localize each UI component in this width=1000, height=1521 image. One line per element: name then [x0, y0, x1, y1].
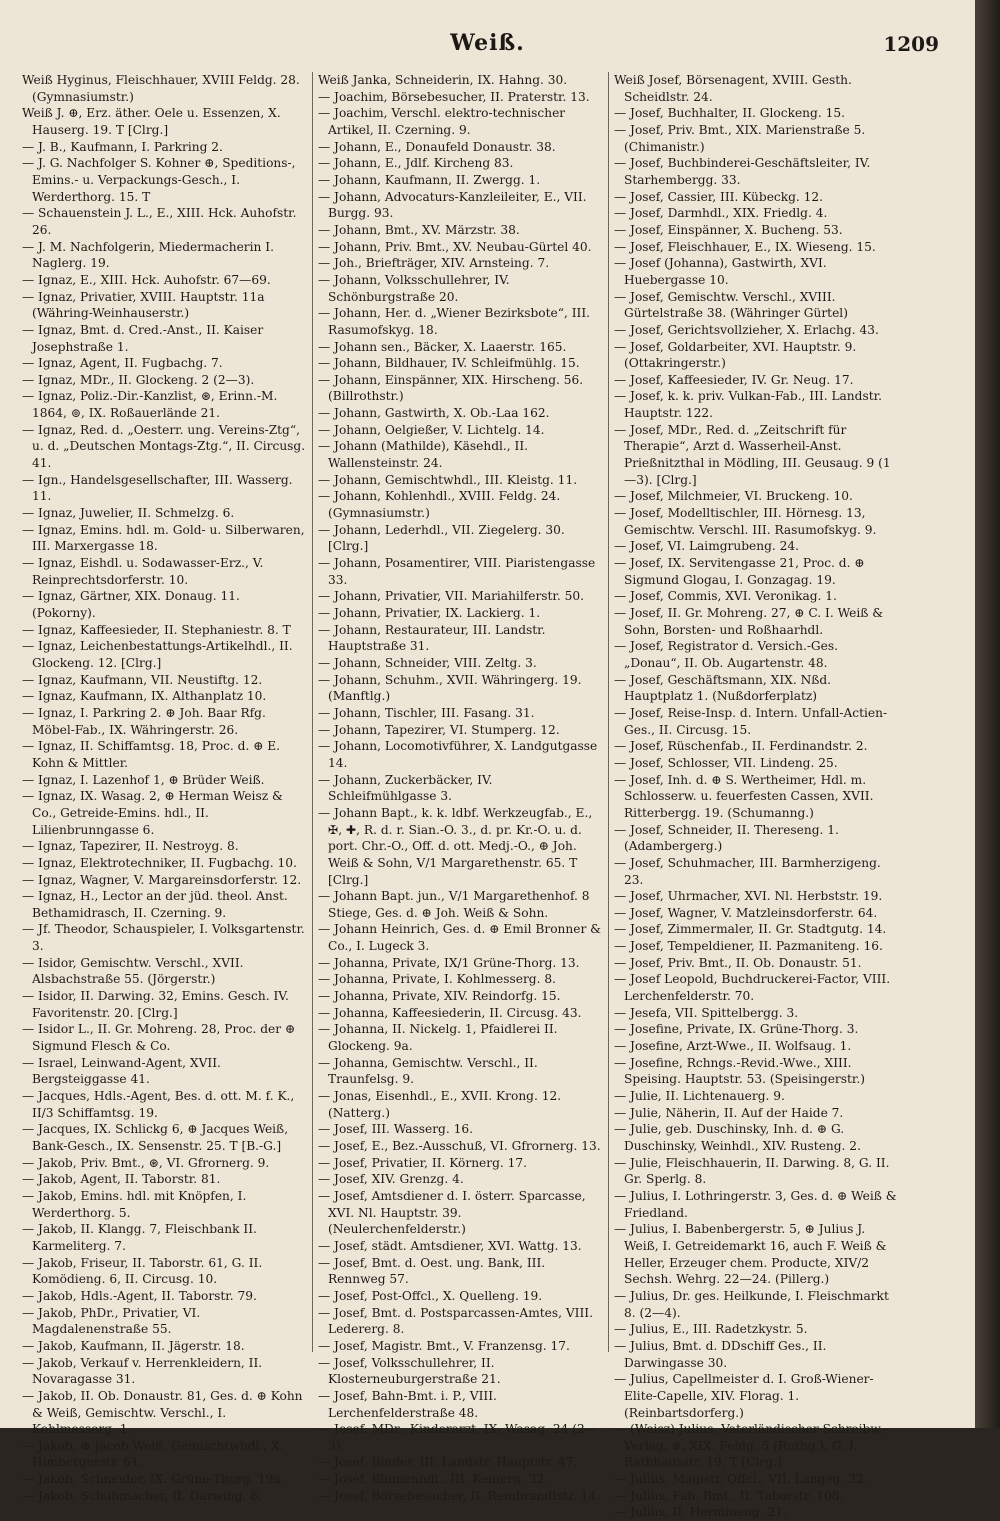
directory-entry: — Josef, VI. Laimgrubeng. 24.: [614, 539, 800, 554]
directory-entry: — Johann Bapt. jun., V/1 Margarethenhof. 8 Stiege, Ges. d. ⊕ Joh. Weiß & Sohn.: [318, 889, 590, 920]
directory-entry: — Johann, Privatier, IX. Lackierg. 1.: [318, 606, 541, 620]
directory-entry: — Ignaz, Tapezirer, II. Nestroyg. 8.: [22, 839, 239, 854]
directory-entry: — Jakob, Priv. Bmt., ⊛, VI. Gfrornerg. 9.: [22, 1155, 270, 1170]
directory-entry: — Ignaz, IX. Wasag. 2, ⊕ Herman Weisz & Co., Getreide-Emins. hdl., II. Lilienbrunngasse 6.: [22, 789, 283, 837]
directory-entry: — Johann, Advocaturs-Kanzleileiter, E., VII. Burgg. 93.: [318, 189, 587, 221]
directory-entry: — Jonas, Eisenhdl., E., XVII. Krong. 12. (Natterg.): [318, 1089, 562, 1120]
directory-entry: — Johann, Posamentirer, VIII. Piaristengasse 33.: [318, 556, 596, 587]
directory-entry: — Jakob, Schuhmacher, II. Darwing. 8.: [22, 1488, 262, 1503]
directory-entry: — Josef, IX. Servitengasse 21, Proc. d. ⊕ Sigmund Glogau, I. Gonzagag. 19.: [614, 556, 865, 587]
directory-entry: — Johann, Gastwirth, X. Ob.-Laa 162.: [318, 406, 550, 421]
directory-entry: — Josef, Reise-Insp. d. Intern. Unfall-Actien-Ges., II. Circusg. 15.: [614, 705, 888, 737]
book-edge: [975, 0, 1000, 1428]
directory-entry: — Josef, Priv. Bmt., XIX. Marienstraße 5. (Chimanistr.): [614, 122, 866, 154]
directory-entry: — Schauenstein J. L., E., XIII. Hck. Auhofstr. 26.: [22, 206, 297, 237]
directory-entry: — Josef, XIV. Grenzg. 4.: [318, 1172, 464, 1187]
directory-entry: — Josef, Inh. d. ⊕ S. Wertheimer, Hdl. m. Schlosserw. u. feuerfesten Cassen, XVII. Ritterbergg. 19. (Schumanng.): [614, 772, 874, 820]
directory-entry: — Johann, Schuhm., XVII. Währingerg. 19. (Manftlg.): [318, 672, 582, 704]
directory-entry: — Johann, Kaufmann, II. Zwergg. 1.: [318, 172, 541, 187]
directory-entry: — Josef, Einspänner, X. Bucheng. 53.: [614, 222, 843, 237]
directory-entry: — Ignaz, Poliz.-Dir.-Kanzlist, ⊛, Erinn.-M. 1864, ⊚, IX. Roßauerlände 21.: [22, 389, 278, 421]
directory-entry: — Josef, k. k. priv. Vulkan-Fab., III. Landstr. Hauptstr. 122.: [614, 389, 882, 421]
directory-entry: — Josef, Schneider, II. Thereseng. 1. (Adambergerg.): [614, 822, 839, 854]
directory-entry: — Josef, MDr., Kinderarzt, IX. Wasag. 24 (2—3).: [318, 1422, 597, 1453]
directory-entry: — Jakob, Friseur, II. Taborstr. 61, G. II. Komödieng. 6, II. Circusg. 10.: [22, 1255, 263, 1287]
directory-entry: — Josef, Priv. Bmt., II. Ob. Donaustr. 51.: [614, 955, 862, 970]
directory-entry: — Johanna, Kaffeesiederin, II. Circusg. 43.: [318, 1005, 582, 1020]
directory-entry: — Johann, Zuckerbäcker, IV. Schleifmühlgasse 3.: [318, 772, 493, 804]
directory-entry: — Johann, Privatier, VII. Mariahilferstr. 50.: [318, 589, 585, 604]
directory-entry: — Jakob, Emins. hdl. mit Knöpfen, I. Werderthorg. 5.: [22, 1188, 247, 1220]
directory-entry: — Josefine, Private, IX. Grüne-Thorg. 3.: [614, 1022, 859, 1037]
directory-entry: — Ignaz, Gärtner, XIX. Donaug. 11. (Pokorny).: [22, 589, 240, 620]
directory-entry: — Ignaz, Eishdl. u. Sodawasser-Erz., V. Reinprechtsdorferstr. 10.: [22, 556, 264, 587]
directory-entry: — Jakob, Kaufmann, II. Jägerstr. 18.: [22, 1338, 245, 1353]
directory-entry: — Josef, Wagner, V. Matzleinsdorferstr. 64.: [614, 905, 878, 920]
directory-entry: — Josef, Volksschullehrer, II. Klosterneuburgerstraße 21.: [318, 1355, 501, 1387]
directory-entry: Weiß Janka, Schneiderin, IX. Hahng. 30.: [318, 73, 568, 87]
directory-entry: — Johann, Lederhdl., VII. Ziegelerg. 30. [Clrg.]: [318, 522, 565, 554]
directory-entry: — Josef, Modelltischler, III. Hörnesg. 13, Gemischtw. Verschl. III. Rasumofskyg. 9.: [614, 506, 877, 537]
directory-entry: — Josef, Rüschenfab., II. Ferdinandstr. 2.: [614, 739, 868, 754]
directory-entry: — Josef, Schlosser, VII. Lindeng. 25.: [614, 755, 838, 770]
directory-entry: — Josef, Bmt. d. Postsparcassen-Amtes, VIII. Ledererg. 8.: [318, 1305, 593, 1337]
directory-entry: — Jakob, Schneider, IX. Grüne-Thorg. 19a.: [22, 1472, 285, 1487]
directory-entry: — Joachim, Verschl. elektro-technischer Artikel, II. Czerning. 9.: [318, 106, 566, 137]
page-title: Weiß.: [450, 30, 525, 56]
directory-entry: — Julius, I. Lothringerstr. 3, Ges. d. ⊕ Weiß & Friedland.: [614, 1188, 897, 1220]
directory-entry: — J. G. Nachfolger S. Kohner ⊕, Speditions-, Emins.- u. Verpackungs-Gesch., I. Werderthorg. 15. T: [22, 156, 296, 204]
directory-entry: — Ignaz, II. Schiffamtsg. 18, Proc. d. ⊕ E. Kohn & Mittler.: [22, 739, 281, 770]
directory-entry: — Johann, Bildhauer, IV. Schleifmühlg. 15.: [318, 356, 580, 371]
directory-entry: — Julius, II. Hermineng. 21.: [614, 1505, 787, 1520]
directory-entry: — Josef, Bmt. d. Oest. ung. Bank, III. Rennweg 57.: [318, 1255, 546, 1287]
column-divider: [312, 72, 313, 1352]
directory-entry: — Jakob, Hdls.-Agent, II. Taborstr. 79.: [22, 1288, 257, 1303]
directory-entry: — Johann, Oelgießer, V. Lichtelg. 14.: [318, 422, 545, 437]
directory-entry: — Ign., Handelsgesellschafter, III. Wasserg. 11.: [22, 472, 293, 504]
directory-entry: — Julius, Magistr. Offcl., VII. Langeg. 32.: [614, 1472, 868, 1487]
directory-entry: Weiß Hyginus, Fleischhauer, XVIII Feldg. 28. (Gymnasiumstr.): [22, 73, 300, 104]
directory-entry: — Ignaz, Juwelier, II. Schmelzg. 6.: [22, 506, 235, 521]
directory-entry: — Isidor L., II. Gr. Mohreng. 28, Proc. der ⊕ Sigmund Flesch & Co.: [22, 1022, 296, 1054]
directory-entry: — Josef, Goldarbeiter, XVI. Hauptstr. 9. (Ottakringerstr.): [614, 339, 857, 371]
directory-entry: — Johann, Kohlenhdl., XVIII. Feldg. 24. (Gymnasiumstr.): [318, 489, 561, 521]
directory-entry: — Josef, Kaffeesieder, IV. Gr. Neug. 17.: [614, 372, 854, 387]
directory-entry: — Ignaz, Elektrotechniker, II. Fugbachg. 10.: [22, 855, 297, 870]
directory-entry: — Josef, Uhrmacher, XVI. Nl. Herbststr. 19.: [614, 889, 883, 904]
directory-entry: — Josef, Magistr. Bmt., V. Franzensg. 17.: [318, 1338, 570, 1353]
directory-entry: — Julie, geb. Duschinsky, Inh. d. ⊕ G. Duschinsky, Weinhdl., XIV. Rusteng. 2.: [614, 1122, 861, 1153]
directory-entry: — Josef, II. Gr. Mohreng. 27, ⊕ C. I. Weiß & Sohn, Borsten- und Roßhaarhdl.: [614, 606, 884, 637]
directory-entry: — Julie, Näherin, II. Auf der Haide 7.: [614, 1105, 844, 1120]
directory-entry: — Jakob, Agent, II. Taborstr. 81.: [22, 1172, 221, 1187]
directory-entry: — Josef, Börsebesucher, II. Rembrandtstr. 14.: [318, 1488, 600, 1503]
directory-entry: — Johann, Locomotivführer, X. Landgutgasse 14.: [318, 739, 598, 770]
directory-entry: — Jakob, II. Klangg. 7, Fleischbank II. Karmeliterg. 7.: [22, 1222, 257, 1253]
directory-entry: — Julius, I. Babenbergerstr. 5, ⊕ Julius J. Weiß, I. Getreidemarkt 16, auch F. Weiß & Heller, Erzeuger chem. Producte, XIV/2 Sechsh. Wehrg. 22—24. (Pillerg.): [614, 1222, 887, 1287]
directory-entry: — Ignaz, Wagner, V. Margareinsdorferstr. 12.: [22, 872, 302, 887]
directory-entry: — Ignaz, Kaufmann, IX. Althanplatz 10.: [22, 689, 267, 704]
directory-entry: — Joachim, Börsebesucher, II. Praterstr. 13.: [318, 89, 590, 104]
directory-entry: — Josefine, Rchngs.-Revid.-Wwe., XIII. Speising. Hauptstr. 53. (Speisingerstr.): [614, 1055, 866, 1087]
directory-entry: — Ignaz, I. Lazenhof 1, ⊕ Brüder Weiß.: [22, 772, 265, 787]
directory-entry: — Johanna, Gemischtw. Verschl., II. Traunfelsg. 9.: [318, 1055, 538, 1087]
directory-entry: — Ignaz, Emins. hdl. m. Gold- u. Silberwaren, III. Marxergasse 18.: [22, 522, 305, 554]
directory-entry: — Josef, Registrator d. Versich.-Ges. „Donau“, II. Ob. Augartenstr. 48.: [614, 639, 839, 670]
directory-entry: Weiß Josef, Börsenagent, XVIII. Gesth. Scheidlstr. 24.: [614, 73, 852, 104]
directory-entry: — Julie, Fleischhauerin, II. Darwing. 8, G. II. Gr. Sperlg. 8.: [614, 1155, 890, 1187]
directory-column-3: [614, 72, 898, 1521]
directory-entry: — Johann, Priv. Bmt., XV. Neubau-Gürtel 40.: [318, 239, 592, 254]
directory-entry: — Johanna, Private, XIV. Reindorfg. 15.: [318, 989, 561, 1004]
directory-column-1: [22, 72, 306, 1504]
directory-entry: — Josef, Gerichtsvollzieher, X. Erlachg. 43.: [614, 322, 879, 337]
page-header: [0, 30, 975, 60]
directory-entry: — Josef, Binder, III. Landstr. Hauptstr. 47.: [318, 1455, 578, 1470]
directory-entry: — Josef, Darmhdl., XIX. Friedlg. 4.: [614, 206, 828, 221]
directory-entry: — Julius, Bmt. d. DDschiff Ges., II. Darwingasse 30.: [614, 1338, 827, 1370]
directory-entry: — Julie, II. Lichtenauerg. 9.: [614, 1089, 785, 1104]
directory-entry: — Ignaz, Bmt. d. Cred.-Anst., II. Kaiser Josephstraße 1.: [22, 322, 264, 354]
directory-entry: — Jacques, IX. Schlickg 6, ⊕ Jacques Weiß, Bank-Gesch., IX. Sensenstr. 25. T [B.-G.]: [22, 1122, 289, 1153]
directory-entry: — Josef, Milchmeier, VI. Bruckeng. 10.: [614, 489, 853, 504]
directory-entry: — Josef, E., Bez.-Ausschuß, VI. Gfrornerg. 13.: [318, 1139, 601, 1153]
directory-entry: — Julius, Dr. ges. Heilkunde, I. Fleischmarkt 8. (2—4).: [614, 1288, 889, 1320]
directory-entry: — Josef, städt. Amtsdiener, XVI. Wattg. 13.: [318, 1238, 582, 1253]
directory-entry: — Ignaz, Privatier, XVIII. Hauptstr. 11a (Währing-Weinhauserstr.): [22, 289, 265, 321]
directory-entry: — Johann, Gemischtwhdl., III. Kleistg. 11.: [318, 472, 578, 487]
directory-entry: — Jesefa, VII. Spittelbergg. 3.: [614, 1005, 799, 1020]
directory-entry: — Johann, Tapezirer, VI. Stumperg. 12.: [318, 722, 560, 737]
directory-entry: — Josef, Commis, XVI. Veronikag. 1.: [614, 589, 837, 604]
directory-entry: — Josef, Amtsdiener d. I. österr. Sparcasse, XVI. Nl. Hauptstr. 39. (Neulerchenfelderstr.): [318, 1188, 586, 1237]
directory-entry: — Ignaz, I. Parkring 2. ⊕ Joh. Baar Rfg. Möbel-Fab., IX. Währingerstr. 26.: [22, 705, 266, 737]
directory-entry: — Johann Bapt., k. k. ldbf. Werkzeugfab., E., ✠, ✚, R. d. r. Sian.-O. 3., d. pr. Kr.-O. u. d. port. Chr.-O., Off. d. ott. Medj.-O., ⊕ Joh. Weiß & Sohn, V/1 Margarethenstr. 65. T [Clrg.]: [318, 805, 593, 887]
directory-entry: — Josef, Cassier, III. Kübeckg. 12.: [614, 189, 824, 204]
directory-entry: — (Weisz) Julius, Vaterländischer Schreibw.-Verlag, ⊕, XIX. Feldg. 5 (Ruthg.), G. I. Rathhausstr. 19. T [Clrg.]: [614, 1422, 888, 1470]
directory-entry: — Julius, E., III. Radetzkystr. 5.: [614, 1322, 808, 1337]
directory-entry: — Josef Leopold, Buchdruckerei-Factor, VIII. Lerchenfelderstr. 70.: [614, 972, 891, 1004]
directory-entry: — Johann, Tischler, III. Fasang. 31.: [318, 705, 535, 720]
directory-entry: — Julius, Capellmeister d. I. Groß-Wiener-Elite-Capelle, XIV. Florag. 1. (Reinbartsdorferg.): [614, 1372, 874, 1420]
directory-entry: — Josef, Zimmermaler, II. Gr. Stadtgutg. 14.: [614, 922, 887, 937]
directory-entry: — Josef, Buchhalter, II. Glockeng. 15.: [614, 106, 845, 121]
directory-entry: — Jakob, II. Ob. Donaustr. 81, Ges. d. ⊕ Kohn & Weiß, Gemischtw. Verschl., I. Kohlmesserg. 1.: [22, 1388, 303, 1437]
directory-entry: — Johann, E., Jdlf. Kircheng 83.: [318, 156, 514, 171]
directory-entry: — Josef, III. Wasserg. 16.: [318, 1122, 473, 1137]
directory-entry: — Ignaz, Kaufmann, VII. Neustiftg. 12.: [22, 672, 263, 687]
directory-entry: — Josef, Tempeldiener, II. Pazmaniteng. 16.: [614, 939, 883, 954]
directory-entry: — Josef, Blumenhdl., III. Keinerg. 32.: [318, 1472, 548, 1487]
directory-entry: — Josef, Privatier, II. Körnerg. 17.: [318, 1155, 528, 1170]
directory-entry: — Johann, Bmt., XV. Märzstr. 38.: [318, 222, 520, 237]
directory-entry: — Johanna, Private, I. Kohlmesserg. 8.: [318, 972, 556, 987]
directory-entry: — Josef, MDr., Red. d. „Zeitschrift für Therapie“, Arzt d. Wasserheil-Anst. Prießnitzthal in Mödling, III. Geusaug. 9 (1—3). [Clrg.]: [614, 422, 891, 487]
directory-entry: — Johann, Her. d. „Wiener Bezirksbote“, III. Rasumofskyg. 18.: [318, 306, 591, 337]
directory-entry: — Johanna, II. Nickelg. 1, Pfaidlerei II. Glockeng. 9a.: [318, 1022, 558, 1054]
directory-entry: — Jakob, Verkauf v. Herrenkleidern, II. Novaragasse 31.: [22, 1355, 263, 1387]
directory-entry: — Johann, Volksschullehrer, IV. Schönburgstraße 20.: [318, 272, 510, 304]
directory-entry: — Josef, Buchbinderei-Geschäftsleiter, IV. Starhembergg. 33.: [614, 156, 871, 187]
directory-entry: — Israel, Leinwand-Agent, XVII. Bergsteiggasse 41.: [22, 1055, 221, 1087]
directory-entry: — Ignaz, MDr., II. Glockeng. 2 (2—3).: [22, 372, 255, 387]
column-divider: [608, 72, 609, 1352]
directory-entry: — Johann sen., Bäcker, X. Laaerstr. 165.: [318, 339, 567, 354]
directory-entry: — Jf. Theodor, Schauspieler, I. Volksgartenstr. 3.: [22, 922, 305, 954]
page-number: 1209: [883, 32, 939, 56]
directory-entry: — Josef (Johanna), Gastwirth, XVI. Huebergasse 10.: [614, 256, 827, 287]
directory-entry: — Johann, Schneider, VIII. Zeltg. 3.: [318, 655, 537, 670]
directory-entry: — Josef, Bahn-Bmt. i. P., VIII. Lerchenfelderstraße 48.: [318, 1388, 497, 1420]
directory-column-2: [318, 72, 602, 1504]
directory-entry: — Johann, Restaurateur, III. Landstr. Hauptstraße 31.: [318, 622, 546, 654]
directory-entry: — J. M. Nachfolgerin, Miedermacherin I. Naglerg. 19.: [22, 239, 274, 271]
directory-entry: — Jakob, ⊕ Jacob Weiß, Gemischtwhdl., X. Himbergerstr. 61.: [22, 1438, 284, 1470]
directory-entry: — Ignaz, E., XIII. Hck. Auhofstr. 67—69.: [22, 272, 271, 287]
directory-entry: — Josef, Gemischtw. Verschl., XVIII. Gürtelstraße 38. (Währinger Gürtel): [614, 289, 848, 321]
directory-entry: — Isidor, II. Darwing. 32, Emins. Gesch. IV. Favoritenstr. 20. [Clrg.]: [22, 989, 289, 1020]
directory-entry: — Josef, Geschäftsmann, XIX. Nßd. Hauptplatz 1. (Nußdorferplatz): [614, 672, 832, 704]
directory-entry: — Ignaz, Agent, II. Fugbachg. 7.: [22, 356, 223, 371]
directory-entry: — Julius, Fab. Bmt., II. Taborstr. 108.: [614, 1488, 844, 1503]
directory-entry: — Johann, E., Donaufeld Donaustr. 38.: [318, 139, 556, 154]
directory-entry: — Ignaz, H., Lector an der jüd. theol. Anst. Bethamidrasch, II. Czerning. 9.: [22, 889, 288, 920]
directory-entry: — Josef, Fleischhauer, E., IX. Wieseng. 15.: [614, 239, 876, 254]
directory-entry: Weiß J. ⊕, Erz. äther. Oele u. Essenzen, X. Hauserg. 19. T [Clrg.]: [22, 106, 281, 137]
directory-entry: — Josef, Post-Offcl., X. Quelleng. 19.: [318, 1288, 543, 1303]
directory-entry: — Joh., Briefträger, XIV. Arnsteing. 7.: [318, 256, 550, 271]
directory-entry: — Ignaz, Leichenbestattungs-Artikelhdl., II. Glockeng. 12. [Clrg.]: [22, 639, 293, 670]
directory-entry: — Isidor, Gemischtw. Verschl., XVII. Alsbachstraße 55. (Jörgerstr.): [22, 955, 244, 987]
directory-entry: — Johann (Mathilde), Käsehdl., II. Wallensteinstr. 24.: [318, 439, 529, 471]
directory-entry: — Johann, Einspänner, XIX. Hirscheng. 56. (Billrothstr.): [318, 372, 584, 404]
directory-entry: — Johann Heinrich, Ges. d. ⊕ Emil Bronner & Co., I. Lugeck 3.: [318, 922, 601, 954]
directory-entry: — Johanna, Private, IX/1 Grüne-Thorg. 13.: [318, 955, 580, 970]
directory-entry: — Ignaz, Red. d. „Oesterr. ung. Vereins-Ztg“, u. d. „Deutschen Montags-Ztg.“, II. Circusg. 41.: [22, 422, 306, 471]
directory-entry: — Jakob, PhDr., Privatier, VI. Magdalenenstraße 55.: [22, 1305, 201, 1337]
directory-entry: — Josef, Schuhmacher, III. Barmherzigeng. 23.: [614, 855, 881, 887]
directory-entry: — J. B., Kaufmann, I. Parkring 2.: [22, 139, 223, 154]
directory-entry: — Jacques, Hdls.-Agent, Bes. d. ott. M. f. K., II/3 Schiffamtsg. 19.: [22, 1089, 295, 1120]
directory-entry: — Josefine, Arzt-Wwe., II. Wolfsaug. 1.: [614, 1039, 852, 1054]
directory-entry: — Ignaz, Kaffeesieder, II. Stephaniestr. 8. T: [22, 622, 291, 637]
